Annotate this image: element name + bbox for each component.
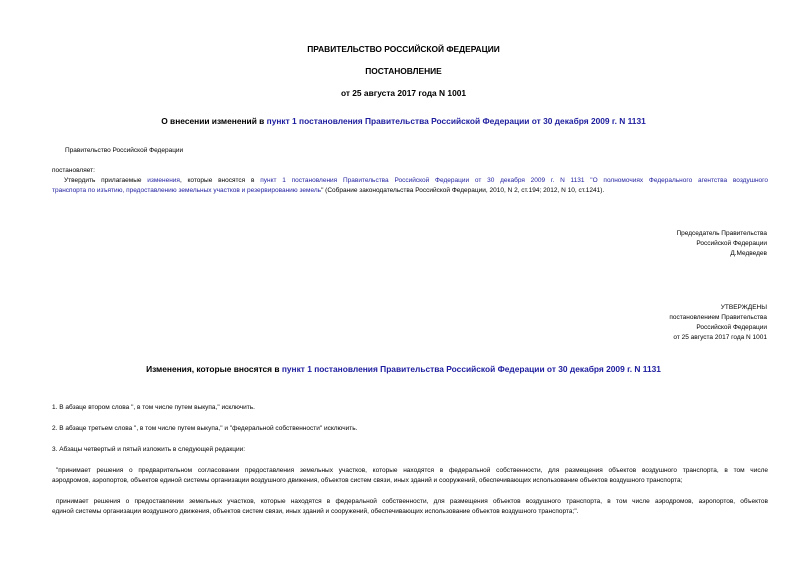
signature-name: Д.Медведев [730, 250, 767, 257]
signature-country: Российской Федерации [696, 240, 767, 247]
change-item-1: 1. В абзаце втором слова ", в том числе путем выкупа," исключить. [52, 404, 255, 411]
approval-country: Российской Федерации [696, 324, 767, 331]
decides-text: постановляет: [52, 167, 95, 174]
document-title [0, 116, 807, 126]
quoted-paragraph-2 [52, 497, 768, 517]
change-item-3: 3. Абзацы четвертый и пятый изложить в следующей редакции: [52, 446, 246, 453]
quote-1-line-2: аэродромов, аэропортов, объектов единой системы организации воздушного движения, объектов систем связи, иных зданий и сооружений, обеспечивающих использование объектов воздушного транспорта; [52, 477, 683, 484]
quote-2-line-1: принимает решения о предоставлении земельных участков, которые находятся в федеральной собственности, для размещения объектов воздушного транспорта, в том числе аэродромов, аэропортов, объектов [56, 498, 768, 505]
paragraph-1 [52, 176, 768, 196]
government-heading: ПРАВИТЕЛЬСТВО РОССИЙСКОЙ ФЕДЕРАЦИИ [307, 44, 500, 54]
changes-link[interactable]: изменения [147, 177, 180, 184]
approval-title: УТВЕРЖДЕНЫ [720, 304, 767, 311]
p1-text-b: , которые вносятся в [179, 177, 261, 184]
p1-text-a: Утвердить прилагаемые [64, 177, 148, 184]
doc-date-heading: от 25 августа 2017 года N 1001 [340, 88, 467, 98]
changes-title-prefix: Изменения, которые вносятся в [146, 364, 282, 374]
change-item-2: 2. В абзаце третьем слова ", в том числе путем выкупа," и "федеральной собственности" исключить. [52, 425, 358, 432]
paragraph-1-line-1 [52, 176, 768, 186]
approval-by: постановлением Правительства [669, 314, 767, 321]
p1-text-c: " (Собрание законодательства Российской Федерации, 2010, N 2, ст.194; 2012, N 10, ст.1241). [321, 187, 605, 194]
document-title-link[interactable]: пункт 1 постановления Правительства Российской Федерации от 30 декабря 2009 г. N 1131 [266, 116, 646, 126]
quoted-paragraph-1 [52, 466, 768, 486]
signature-block [467, 229, 767, 259]
decree-link-part2[interactable]: транспорта по изъятию, предоставлению земельных участков и резервированию земель [52, 187, 322, 194]
signature-position: Председатель Правительства [676, 230, 767, 237]
approval-date: от 25 августа 2017 года N 1001 [673, 334, 767, 341]
changes-title [0, 364, 807, 374]
approval-block [467, 303, 767, 343]
changes-title-link[interactable]: пункт 1 постановления Правительства Российской Федерации от 30 декабря 2009 г. N 1131 [281, 364, 661, 374]
quote-2-line-2: единой системы организации воздушного движения, объектов систем связи, иных зданий и сооружений, обеспечивающих использование объектов воздушного транспорта;". [52, 508, 579, 515]
issuer-text: Правительство Российской Федерации [65, 147, 184, 154]
document-title-prefix: О внесении изменений в [161, 116, 267, 126]
quote-1-line-1: "принимает решения о предварительном согласовании предоставления земельных участков, которые находятся в федеральной собственности, для размещения объектов воздушного транспорта, в том числе [56, 467, 768, 474]
paragraph-1-line-2 [52, 186, 768, 196]
doc-type-heading: ПОСТАНОВЛЕНИЕ [365, 66, 442, 76]
decree-link-part1[interactable]: пункт 1 постановления Правительства Российской Федерации от 30 декабря 2009 г. N 1131 "О полномочиях Федерального агентства воздушного [260, 177, 768, 184]
